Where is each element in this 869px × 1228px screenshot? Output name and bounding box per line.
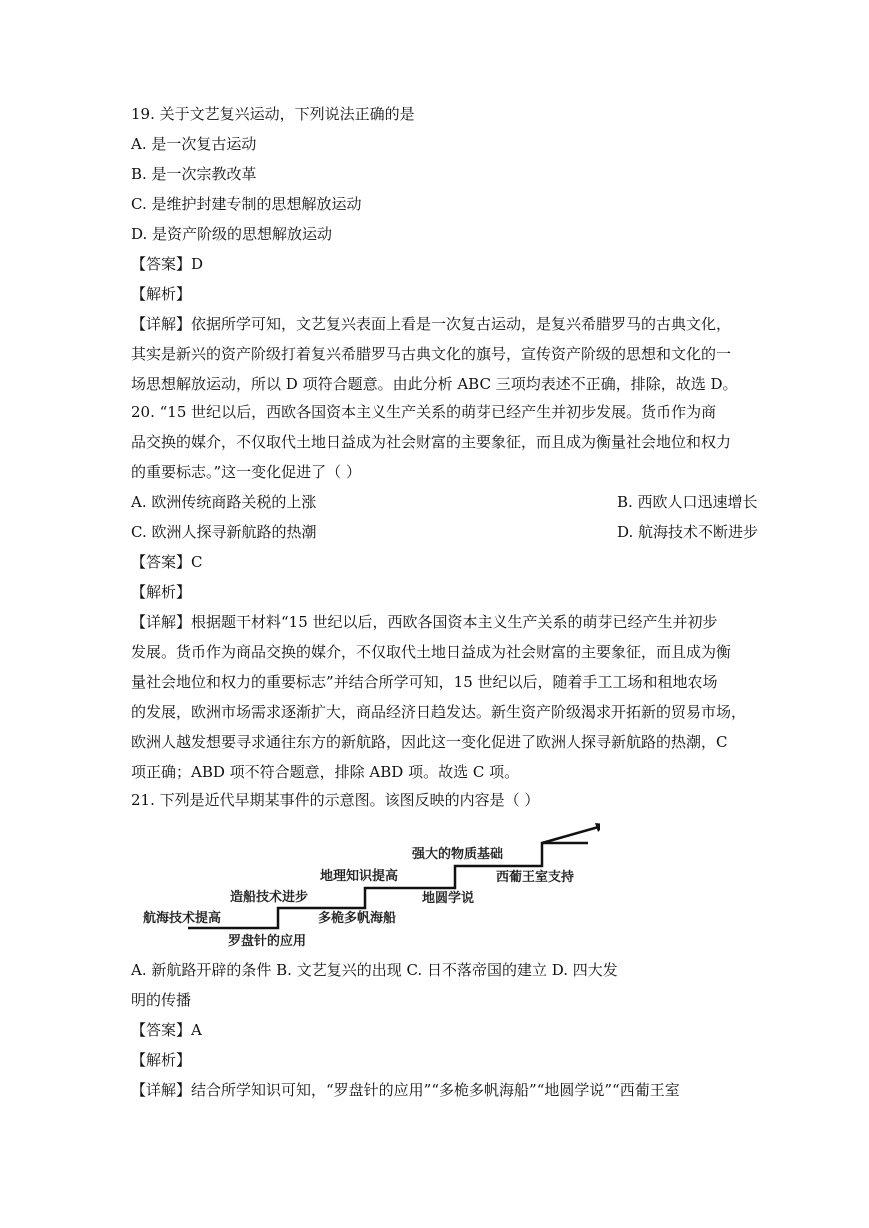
q19-option-c: C. 是维护封建专制的思想解放运动 <box>131 195 362 213</box>
label-shipbuilding: 造船技术进步 <box>230 890 309 905</box>
answer-tag: 【答案】 <box>131 1021 192 1039</box>
q19-detail-line-3: 场思想解放运动，所以 D 项符合题意。由此分析 ABC 三项均表述不正确，排除，故选 D。 <box>131 375 738 393</box>
label-royal-support: 西葡王室支持 <box>496 870 575 885</box>
q20-stem-line-1: 20. “15 世纪以后，西欧各国资本主义生产关系的萌芽已经产生并初步发展。货币作为商 <box>131 403 717 421</box>
q21-answer <box>131 1020 202 1040</box>
q20-detail-line-6: 项正确；ABD 项不符合题意，排除 ABD 项。故选 C 项。 <box>131 763 520 781</box>
q19-answer <box>131 254 203 274</box>
q21-options-line-2: 明的传播 <box>131 991 192 1009</box>
q21-detail-line-1 <box>131 1080 680 1100</box>
q20-analysis-tag <box>131 582 191 602</box>
label-navigation-tech: 航海技术提高 <box>143 911 222 926</box>
label-material-base: 强大的物质基础 <box>412 847 504 862</box>
answer-value: A <box>191 1021 202 1039</box>
label-round-earth: 地圆学说 <box>422 891 475 906</box>
detail-text: 结合所学知识可知，“罗盘针的应用”“多桅多帆海船”“地圆学说”“西葡王室 <box>191 1081 680 1099</box>
q20-answer <box>131 552 203 572</box>
staircase-diagram <box>140 818 600 953</box>
detail-text: 根据题干材料“15 世纪以后，西欧各国资本主义生产关系的萌芽已经产生并初步 <box>191 613 718 631</box>
q20-options-row-1 <box>131 492 758 512</box>
q19-option-d: D. 是资产阶级的思想解放运动 <box>131 225 333 243</box>
answer-value: C <box>191 553 203 571</box>
detail-tag: 【详解】 <box>131 613 192 631</box>
q20-detail-line-4: 的发展，欧洲市场需求逐渐扩大，商品经济日趋发达。新生资产阶级渴求开拓新的贸易市场， <box>131 703 747 721</box>
answer-value: D <box>191 255 204 273</box>
label-multi-mast-ship: 多桅多帆海船 <box>318 911 397 926</box>
q19-stem: 19. 关于文艺复兴运动，下列说法正确的是 <box>131 105 415 123</box>
q20-detail-line-1 <box>131 612 718 632</box>
q19-option-b: B. 是一次宗教改革 <box>131 165 257 183</box>
q20-detail-line-3: 量社会地位和权力的重要标志”并结合所学可知，15 世纪以后，随着手工工场和租地农场 <box>131 673 718 691</box>
q20-stem-line-3: 的重要标志。”这一变化促进了（ ） <box>131 463 361 481</box>
label-compass: 罗盘针的应用 <box>228 934 307 949</box>
q20-detail-line-5: 欧洲人越发想要寻求通往东方的新航路，因此这一变化促进了欧洲人探寻新航路的热潮，C <box>131 733 728 751</box>
detail-text: 依据所学可知，文艺复兴表面上看是一次复古运动，是复兴希腊罗马的古典文化， <box>191 315 732 333</box>
analysis-tag: 【解析】 <box>131 285 192 303</box>
q20-stem-line-2: 品交换的媒介，不仅取代土地日益成为社会财富的主要象征，而且成为衡量社会地位和权力 <box>131 433 732 451</box>
answer-tag: 【答案】 <box>131 255 192 273</box>
q19-detail-line-1 <box>131 314 731 334</box>
detail-tag: 【详解】 <box>131 315 192 333</box>
q20-option-c: C. 欧洲人探寻新航路的热潮 <box>131 523 317 541</box>
analysis-tag: 【解析】 <box>131 1051 192 1069</box>
label-geography: 地理知识提高 <box>320 869 399 884</box>
detail-tag: 【详解】 <box>131 1081 192 1099</box>
q19-detail-line-2: 其实是新兴的资产阶级打着复兴希腊罗马古典文化的旗号，宣传资产阶级的思想和文化的一 <box>131 345 732 363</box>
q20-option-d: D. 航海技术不断进步 <box>617 523 759 541</box>
arrow-shaft <box>542 826 600 843</box>
q21-stem: 21. 下列是近代早期某事件的示意图。该图反映的内容是（ ） <box>131 791 540 809</box>
q21-analysis-tag <box>131 1050 191 1070</box>
q21-options-line-1: A. 新航路开辟的条件 B. 文艺复兴的出现 C. 日不落帝国的建立 D. 四大发 <box>131 961 618 979</box>
q19-analysis-tag <box>131 284 191 304</box>
answer-tag: 【答案】 <box>131 553 192 571</box>
q20-detail-line-2: 发展。货币作为商品交换的媒介，不仅取代土地日益成为社会财富的主要象征，而且成为衡 <box>131 643 732 661</box>
q20-options-row-2 <box>131 522 759 542</box>
q20-option-b: B. 西欧人口迅速增长 <box>617 493 758 511</box>
q19-option-a: A. 是一次复古运动 <box>131 135 257 153</box>
analysis-tag: 【解析】 <box>131 583 192 601</box>
q20-option-a: A. 欧洲传统商路关税的上涨 <box>131 493 317 511</box>
